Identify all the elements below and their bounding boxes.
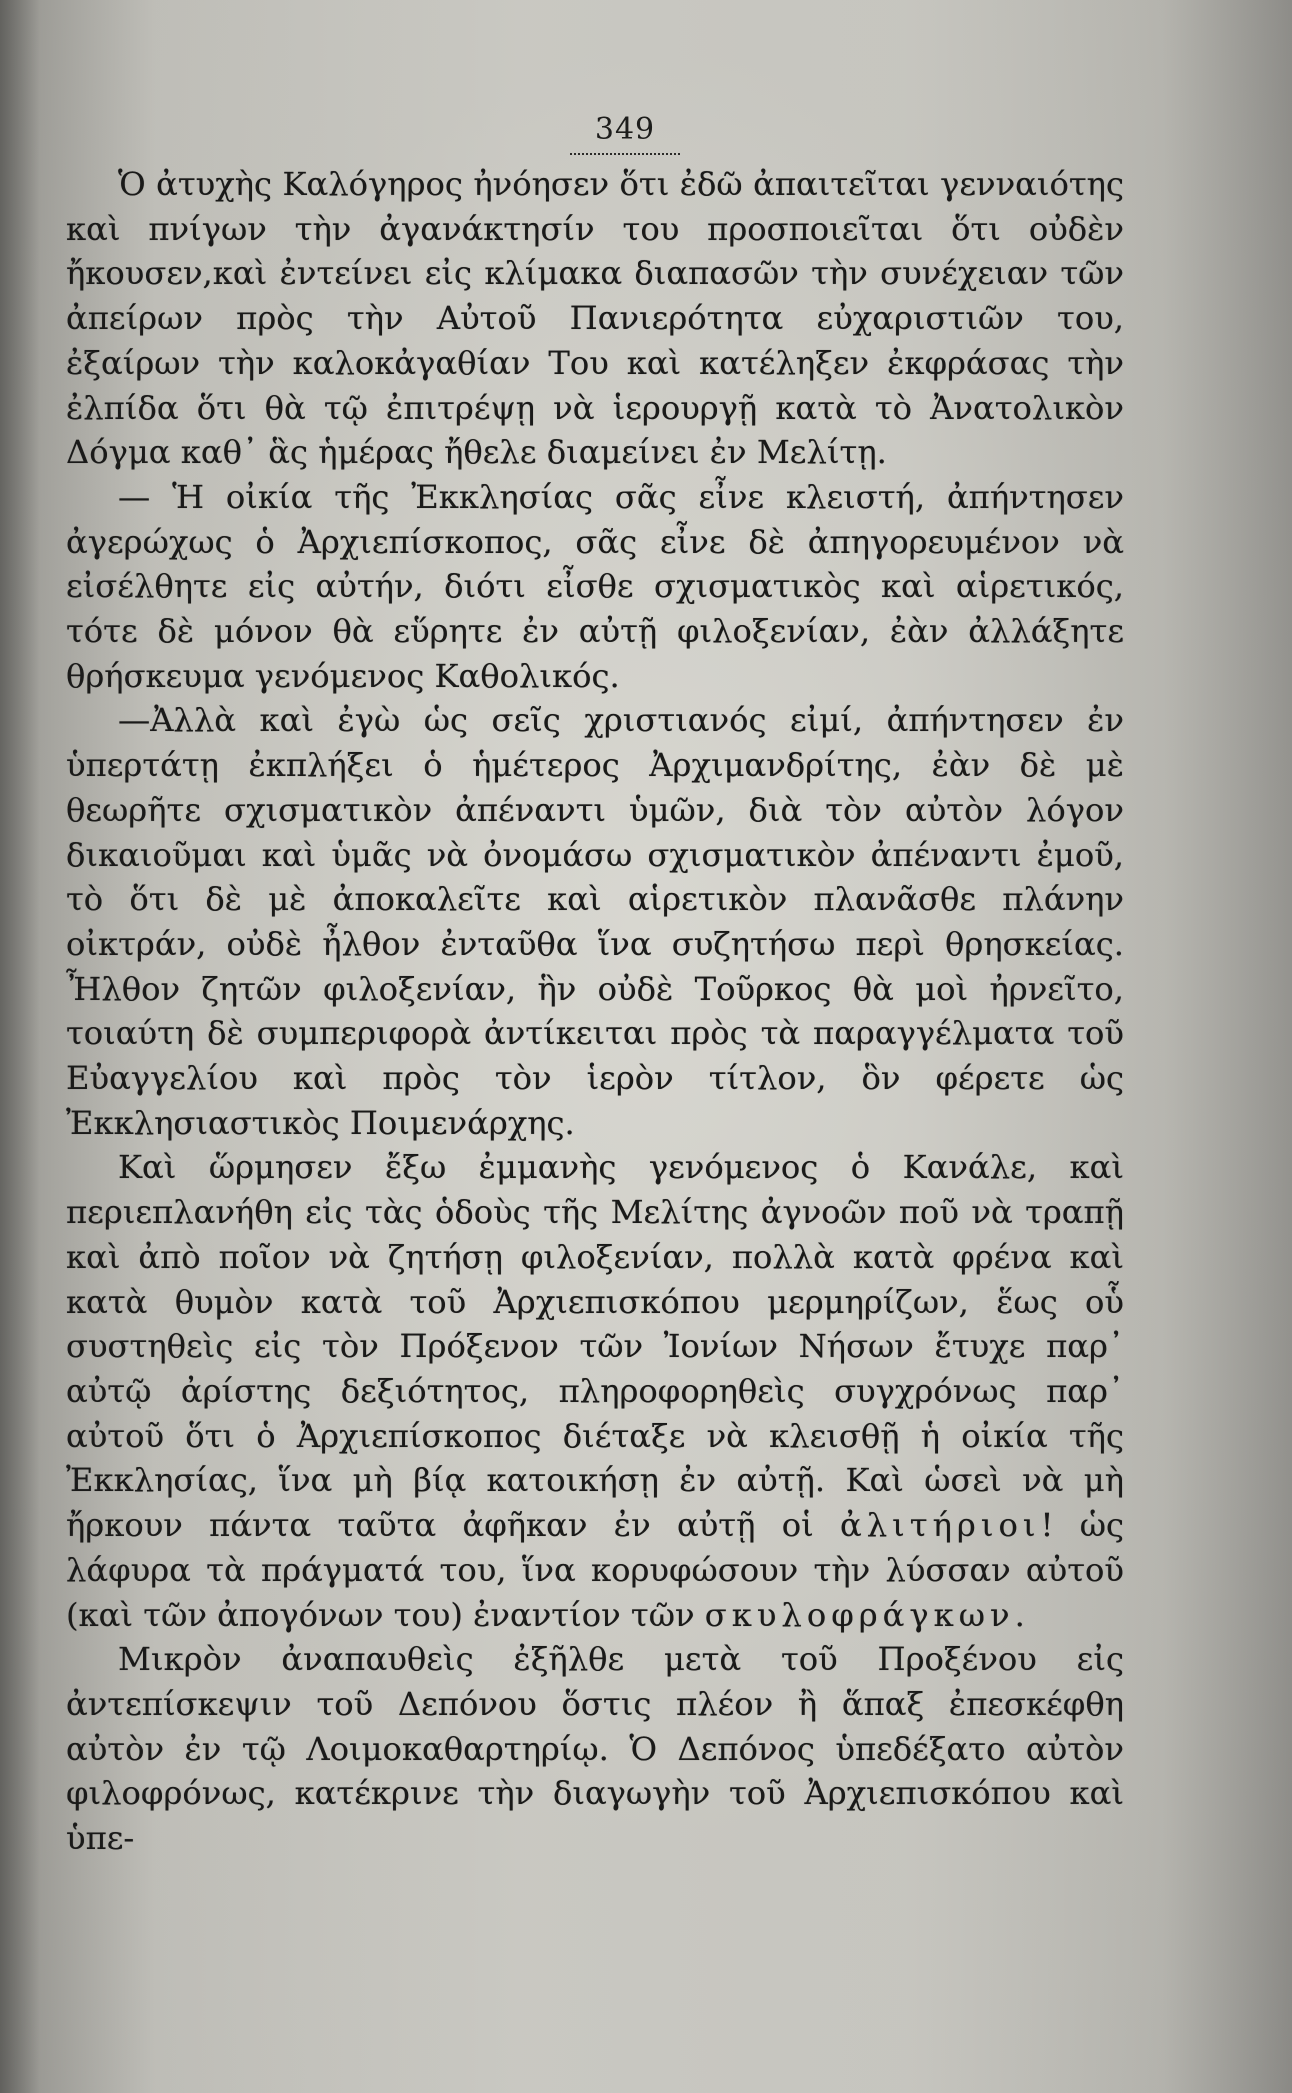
paragraph-1 [66, 162, 1124, 475]
paragraph-text: Καὶ ὥρμησεν ἔξω ἐμμανὴς γενόμενος ὁ Κανάλε, καὶ περιεπλανήθη εἰς τὰς ὁδοὺς τῆς Μελίτης ἀγνοῶν ποῦ νὰ τραπῇ καὶ ἀπὸ ποῖον νὰ ζητήσῃ φιλοξενίαν, πολλὰ κατὰ φρένα καὶ κατὰ θυμὸν κατὰ τοῦ Ἀρχιεπισκόπου μερμηρίζων, ἕως οὗ συστηθεὶς εἰς τὸν Πρόξενον τῶν Ἰονίων Νήσων ἔτυχε παρ᾿ αὐτῷ ἀρίστης δεξιότητος, πληροφορηθεὶς συγχρόνως παρ᾿ αὐτοῦ ὅτι ὁ Ἀρχιεπίσκοπος διέταξε νὰ κλεισθῇ ἡ οἰκία τῆς Ἐκκλησίας, ἵνα μὴ βίᾳ κατοικήσῃ ἐν αὐτῇ. Καὶ ὡσεὶ νὰ μὴ ἤρκουν πάντα ταῦτα ἀφῆκαν ἐν αὐτῇ οἱ [66, 1148, 1124, 1545]
paragraph-text: Ὁ ἀτυχὴς Καλόγηρος ἠνόησεν ὅτι ἐδῶ ἀπαιτεῖται γενναιότης καὶ πνίγων τὴν ἀγανάκτησίν του προσποιεῖται ὅτι οὐδὲν ἤκουσεν,καὶ ἐντείνει εἰς κλίμακα διαπασῶν τὴν συνέχειαν τῶν ἀπείρων πρὸς τὴν Αὐτοῦ Πανιερότητα εὐχαριστιῶν του, ἐξαίρων τὴν καλοκἀγαθίαν Του καὶ κατέληξεν ἐκφράσας τὴν ἐλπίδα ὅτι θὰ τῷ ἐπιτρέψῃ νὰ ἱερουργῇ κατὰ τὸ Ἀνατολικὸν Δόγμα καθ᾿ ἃς ἡμέρας ἤθελε διαμείνει ἐν Μελίτῃ. [66, 165, 1124, 472]
paragraph-4 [66, 1145, 1124, 1637]
paragraph-text: ! ὡς λάφυρα τὰ πράγματά του, ἵνα κορυφώσουν τὴν λύσσαν αὐτοῦ (καὶ τῶν ἀπογόνων του) ἐναντίον τῶν [66, 1506, 1124, 1634]
paragraph-text: — Ἡ οἰκία τῆς Ἐκκλησίας σᾶς εἶνε κλειστή, ἀπήντησεν ἀγερώχως ὁ Ἀρχιεπίσκοπος, σᾶς εἶνε δὲ ἀπηγορευμένον νὰ εἰσέλθητε εἰς αὐτήν, διότι εἶσθε σχισματικὸς καὶ αἱρετικός, τότε δὲ μόνον θὰ εὕρητε ἐν αὐτῇ φιλοξενίαν, ἐὰν ἀλλάξητε θρήσκευμα γενόμενος Καθολικός. [66, 477, 1124, 695]
emphasis-text: ἀλιτήριοι [840, 1506, 1041, 1545]
paragraph-text: . [1014, 1595, 1025, 1634]
paragraph-3 [66, 698, 1124, 1145]
emphasis-text: σκυλοφράγκων [704, 1595, 1015, 1634]
paragraph-text: —Ἀλλὰ καὶ ἐγὼ ὡς σεῖς χριστιανός εἰμί, ἀπήντησεν ἐν ὑπερτάτῃ ἐκπλήξει ὁ ἡμέτερος Ἀρχιμανδρίτης, ἐὰν δὲ μὲ θεωρῆτε σχισματικὸν ἀπέναντι ὑμῶν, διὰ τὸν αὐτὸν λόγον δικαιοῦμαι καὶ ὑμᾶς νὰ ὀνομάσω σχισματικὸν ἀπέναντι ἐμοῦ, τὸ ὅτι δὲ μὲ ἀποκαλεῖτε καὶ αἱρετικὸν πλανᾶσθε πλάνην οἰκτράν, οὐδὲ ἦλθον ἐνταῦθα ἵνα συζητήσω περὶ θρησκείας. Ἦλθον ζητῶν φιλοξενίαν, ἣν οὐδὲ Τοῦρκος θὰ μοὶ ἠρνεῖτο, τοιαύτη δὲ συμπεριφορὰ ἀντίκειται πρὸς τὰ παραγγέλματα τοῦ Εὐαγγελίου καὶ πρὸς τὸν ἱερὸν τίτλον, ὃν φέρετε ὡς Ἐκκλησιαστικὸς Ποιμενάρχης. [66, 701, 1124, 1142]
paragraph-2 [66, 475, 1124, 699]
paragraph-5 [66, 1637, 1124, 1861]
page-number: 349 [560, 112, 690, 155]
paragraph-text: Μικρὸν ἀναπαυθεὶς ἐξῆλθε μετὰ τοῦ Προξένου εἰς ἀντεπίσκεψιν τοῦ Δεπόνου ὅστις πλέον ἢ ἅπαξ ἐπεσκέφθη αὐτὸν ἐν τῷ Λοιμοκαθαρτηρίῳ. Ὁ Δεπόνος ὑπεδέξατο αὐτὸν φιλοφρόνως, κατέκρινε τὴν διαγωγὴν τοῦ Ἀρχιεπισκόπου καὶ ὑπε- [66, 1640, 1124, 1858]
body-text [66, 162, 1124, 1861]
